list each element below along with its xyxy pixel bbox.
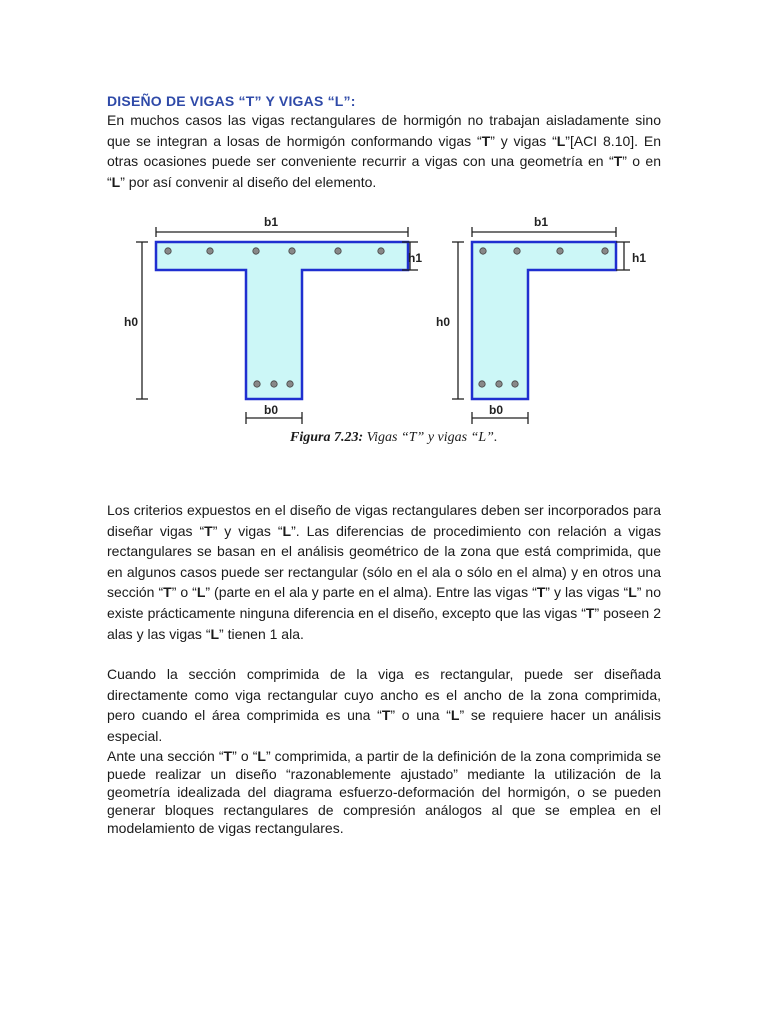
text-run: En muchos casos las vigas rectangulares de hormigón no trabajan aisladamente sino que se integran a losas de hormigón conformando vigas “ [107,112,661,149]
rebar-dot [512,381,518,387]
dimension-h1-right [616,242,630,270]
text-run: ”[ACI 8.10]. En otras ocasiones puede ser conveniente recurrir a vigas con una geometría en “ [107,132,661,170]
text-run: ” por así convenir al diseño del elemento. [120,173,377,190]
bold-letter: L [282,522,292,539]
rebar-dot [557,248,563,254]
bold-letter: L [111,173,121,190]
rebar-dot [602,248,608,254]
dimension-h0-right [452,242,464,399]
bold-letter: L [210,625,220,642]
dim-label-h0: h0 [436,315,451,329]
figure-caption [290,430,497,446]
text-run: ”. Las diferencias de procedimiento con relación a vigas rectangulares se basan en el análisis geométrico de la zona que está comprimida, que en algunos casos puede ser rectangular (sólo en el ala o sólo en el alma) y en otros una sección “ [107,522,661,601]
section-heading: DISEÑO DE VIGAS “T” Y VIGAS “L”: [107,93,356,109]
t-beam-section [156,242,408,399]
bold-letter: T [613,153,623,170]
rebar-dot [514,248,520,254]
dim-label-b0: b0 [489,403,504,417]
beam-sections-figure [120,208,660,448]
text-run: ” y las vigas “ [545,584,629,601]
dim-label-b0: b0 [264,403,279,417]
text-run: Cuando la sección comprimida de la viga es rectangular, puede ser diseñada directamente como viga rectangular cuyo ancho es el ancho de la zona comprimida, pero cuando el área comprimida es una “ [107,666,661,724]
rebar-dot [496,381,502,387]
rebar-dot [207,248,213,254]
rebar-dot [254,381,260,387]
text-run: ” y vigas “ [490,132,557,149]
text-run: ” o una “ [390,707,451,724]
rebar-dot [289,248,295,254]
rebar-dot [271,381,277,387]
text-run: ” tienen 1 ala. [219,625,304,642]
bold-letter: L [257,748,266,764]
dim-label-h1: h1 [632,251,647,265]
paragraph-rectangular-section [107,664,661,746]
rebar-dot [165,248,171,254]
bold-letter: T [381,707,391,724]
dimension-b1-left [156,227,408,237]
text-run: ” o “ [171,584,197,601]
text-run: Los criterios expuestos en el diseño de vigas rectangulares deben ser incorporados para diseñar vigas “ [107,502,661,539]
bold-letter: T [481,132,491,149]
text-run: ” se requiere hacer un análisis especial. [107,707,662,744]
rebar-dot [253,248,259,254]
dim-label-b1: b1 [264,215,279,229]
dim-label-h1: h1 [408,251,423,265]
paragraph-criteria [107,500,661,644]
bold-letter: T [223,748,233,764]
bold-letter: L [196,584,206,601]
rebar-dot [480,248,486,254]
bold-letter: T [204,522,213,539]
text-run: ” o “ [232,748,258,764]
text-run: ” comprimida, a partir de la definición de la zona comprimida se puede realizar un diseño “razonablemente ajustado” mediante la utilización de la geometría idealizada del diagrama esfuerzo-deformación del hormigón, o se pueden generar bloques rectangulares de compresión análogos al que se emplea en el modelamiento de vigas rectangulares. [107,748,661,836]
rebar-dot [479,381,485,387]
paragraph-compressed-section [107,747,661,837]
caption-text: Vigas “T” y vigas “L”. [363,430,498,445]
bold-letter: L [628,584,637,601]
dim-label-h0: h0 [124,315,139,329]
text-run: ” o en “ [107,153,661,190]
bold-letter: L [556,132,566,149]
rebar-dot [335,248,341,254]
rebar-dot [378,248,384,254]
l-beam-section [472,242,616,399]
bold-letter: T [585,604,595,621]
rebar-dot [287,381,293,387]
text-run: ” y vigas “ [212,522,283,539]
bold-letter: T [163,584,172,601]
text-run: Ante una sección “ [107,748,224,764]
paragraph-intro [107,110,661,192]
text-run: ” no existe prácticamente ninguna diferencia en el diseño, excepto que las vigas “ [107,584,661,621]
bold-letter: T [536,584,546,601]
text-run: ” (parte en el ala y parte en el alma). Entre las vigas “ [205,584,537,601]
caption-label: Figura 7.23: [290,430,364,445]
dim-label-b1: b1 [534,215,549,229]
text-run: ” poseen 2 alas y las vigas “ [107,604,661,642]
bold-letter: L [450,707,460,724]
